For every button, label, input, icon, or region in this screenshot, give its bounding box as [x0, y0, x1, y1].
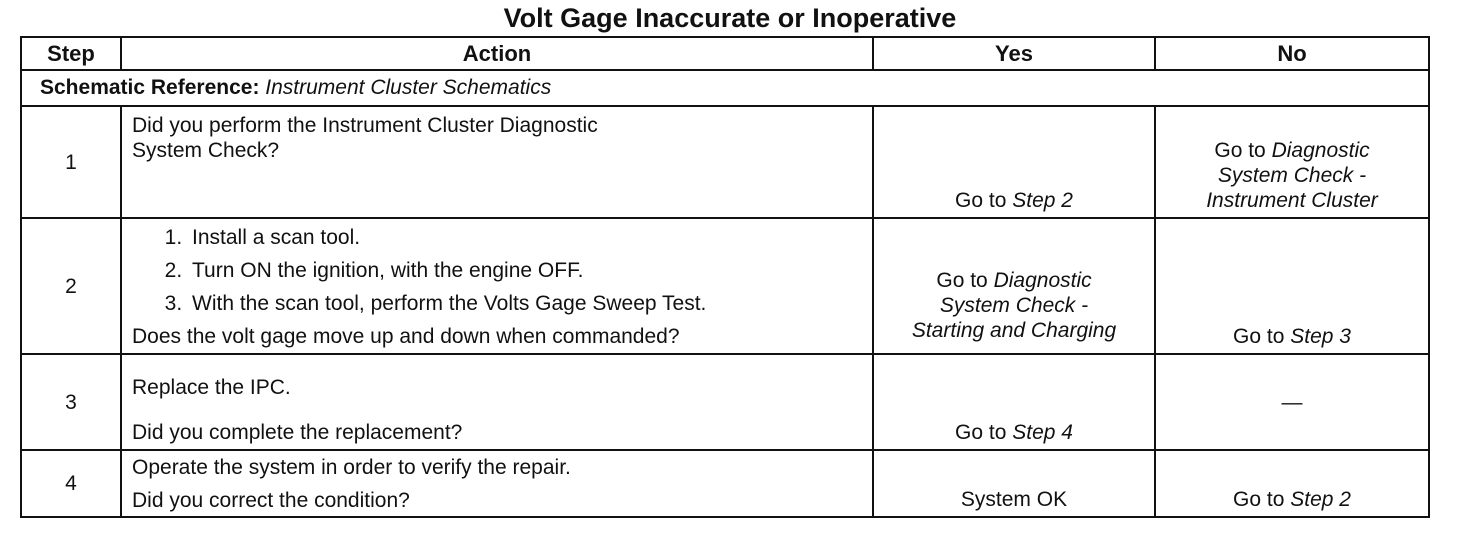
yes-link[interactable]: Diagnostic	[993, 268, 1092, 292]
no-text: Go to	[1233, 324, 1285, 348]
table-row	[21, 450, 1429, 517]
reference-value: Instrument Cluster Schematics	[265, 76, 552, 100]
yes-cell: System OK	[873, 450, 1155, 517]
action-question: Did you correct the condition?	[132, 489, 410, 513]
no-link[interactable]: System Check -	[1217, 164, 1367, 188]
page-title: Volt Gage Inaccurate or Inoperative	[503, 3, 957, 33]
header-row	[21, 37, 1429, 70]
schematic-reference	[21, 70, 1429, 105]
action-cell	[121, 450, 873, 517]
header-yes: Yes	[873, 37, 1155, 70]
yes-cell	[873, 354, 1155, 451]
no-link[interactable]: Diagnostic	[1271, 139, 1370, 163]
step-number: 3	[21, 354, 121, 451]
yes-text: Go to	[955, 189, 1007, 213]
yes-text: Go to	[955, 421, 1007, 445]
action-text: Operate the system in order to verify the repair.	[132, 456, 571, 480]
no-link[interactable]: Step 3	[1290, 324, 1351, 348]
header-no: No	[1155, 37, 1429, 70]
no-link[interactable]: Step 2	[1290, 488, 1351, 511]
header-step: Step	[21, 37, 121, 70]
action-question: Does the volt gage move up and down when commanded?	[132, 325, 680, 349]
schematic-reference-row	[21, 70, 1429, 105]
yes-text: Go to	[936, 268, 988, 292]
header-action: Action	[121, 37, 873, 70]
no-text: Go to	[1214, 139, 1266, 163]
no-link[interactable]: Instrument Cluster	[1206, 189, 1378, 213]
action-text: Did you perform the Instrument Cluster Diagnostic	[132, 113, 598, 137]
list-item: 3. With the scan tool, perform the Volts Gage Sweep Test.	[188, 291, 862, 316]
no-text: Go to	[1233, 488, 1285, 511]
action-cell	[121, 354, 873, 451]
list-item: 1. Install a scan tool.	[188, 225, 862, 250]
action-cell	[121, 106, 873, 219]
step-number: 2	[21, 218, 121, 353]
yes-link[interactable]: System Check -	[939, 293, 1089, 317]
step-number: 1	[21, 106, 121, 219]
table-row	[21, 354, 1429, 451]
reference-label: Schematic Reference:	[40, 76, 260, 100]
table-row	[21, 218, 1429, 353]
yes-link[interactable]: Step 2	[1012, 189, 1073, 213]
no-cell	[1155, 218, 1429, 353]
table-row	[21, 106, 1429, 219]
action-text: System Check?	[132, 138, 280, 162]
yes-cell	[873, 218, 1155, 353]
no-cell: —	[1155, 354, 1429, 451]
step-number: 4	[21, 450, 121, 517]
yes-link[interactable]: Step 4	[1012, 421, 1073, 445]
action-list	[132, 225, 862, 316]
list-item: 2. Turn ON the ignition, with the engine OFF.	[188, 258, 862, 283]
yes-link[interactable]: Starting and Charging	[911, 318, 1117, 342]
no-cell	[1155, 450, 1429, 517]
action-cell	[121, 218, 873, 353]
yes-cell	[873, 106, 1155, 219]
action-question: Did you complete the replacement?	[132, 420, 463, 444]
action-text: Replace the IPC.	[132, 375, 291, 399]
diagnostic-table	[20, 36, 1430, 518]
no-cell	[1155, 106, 1429, 219]
